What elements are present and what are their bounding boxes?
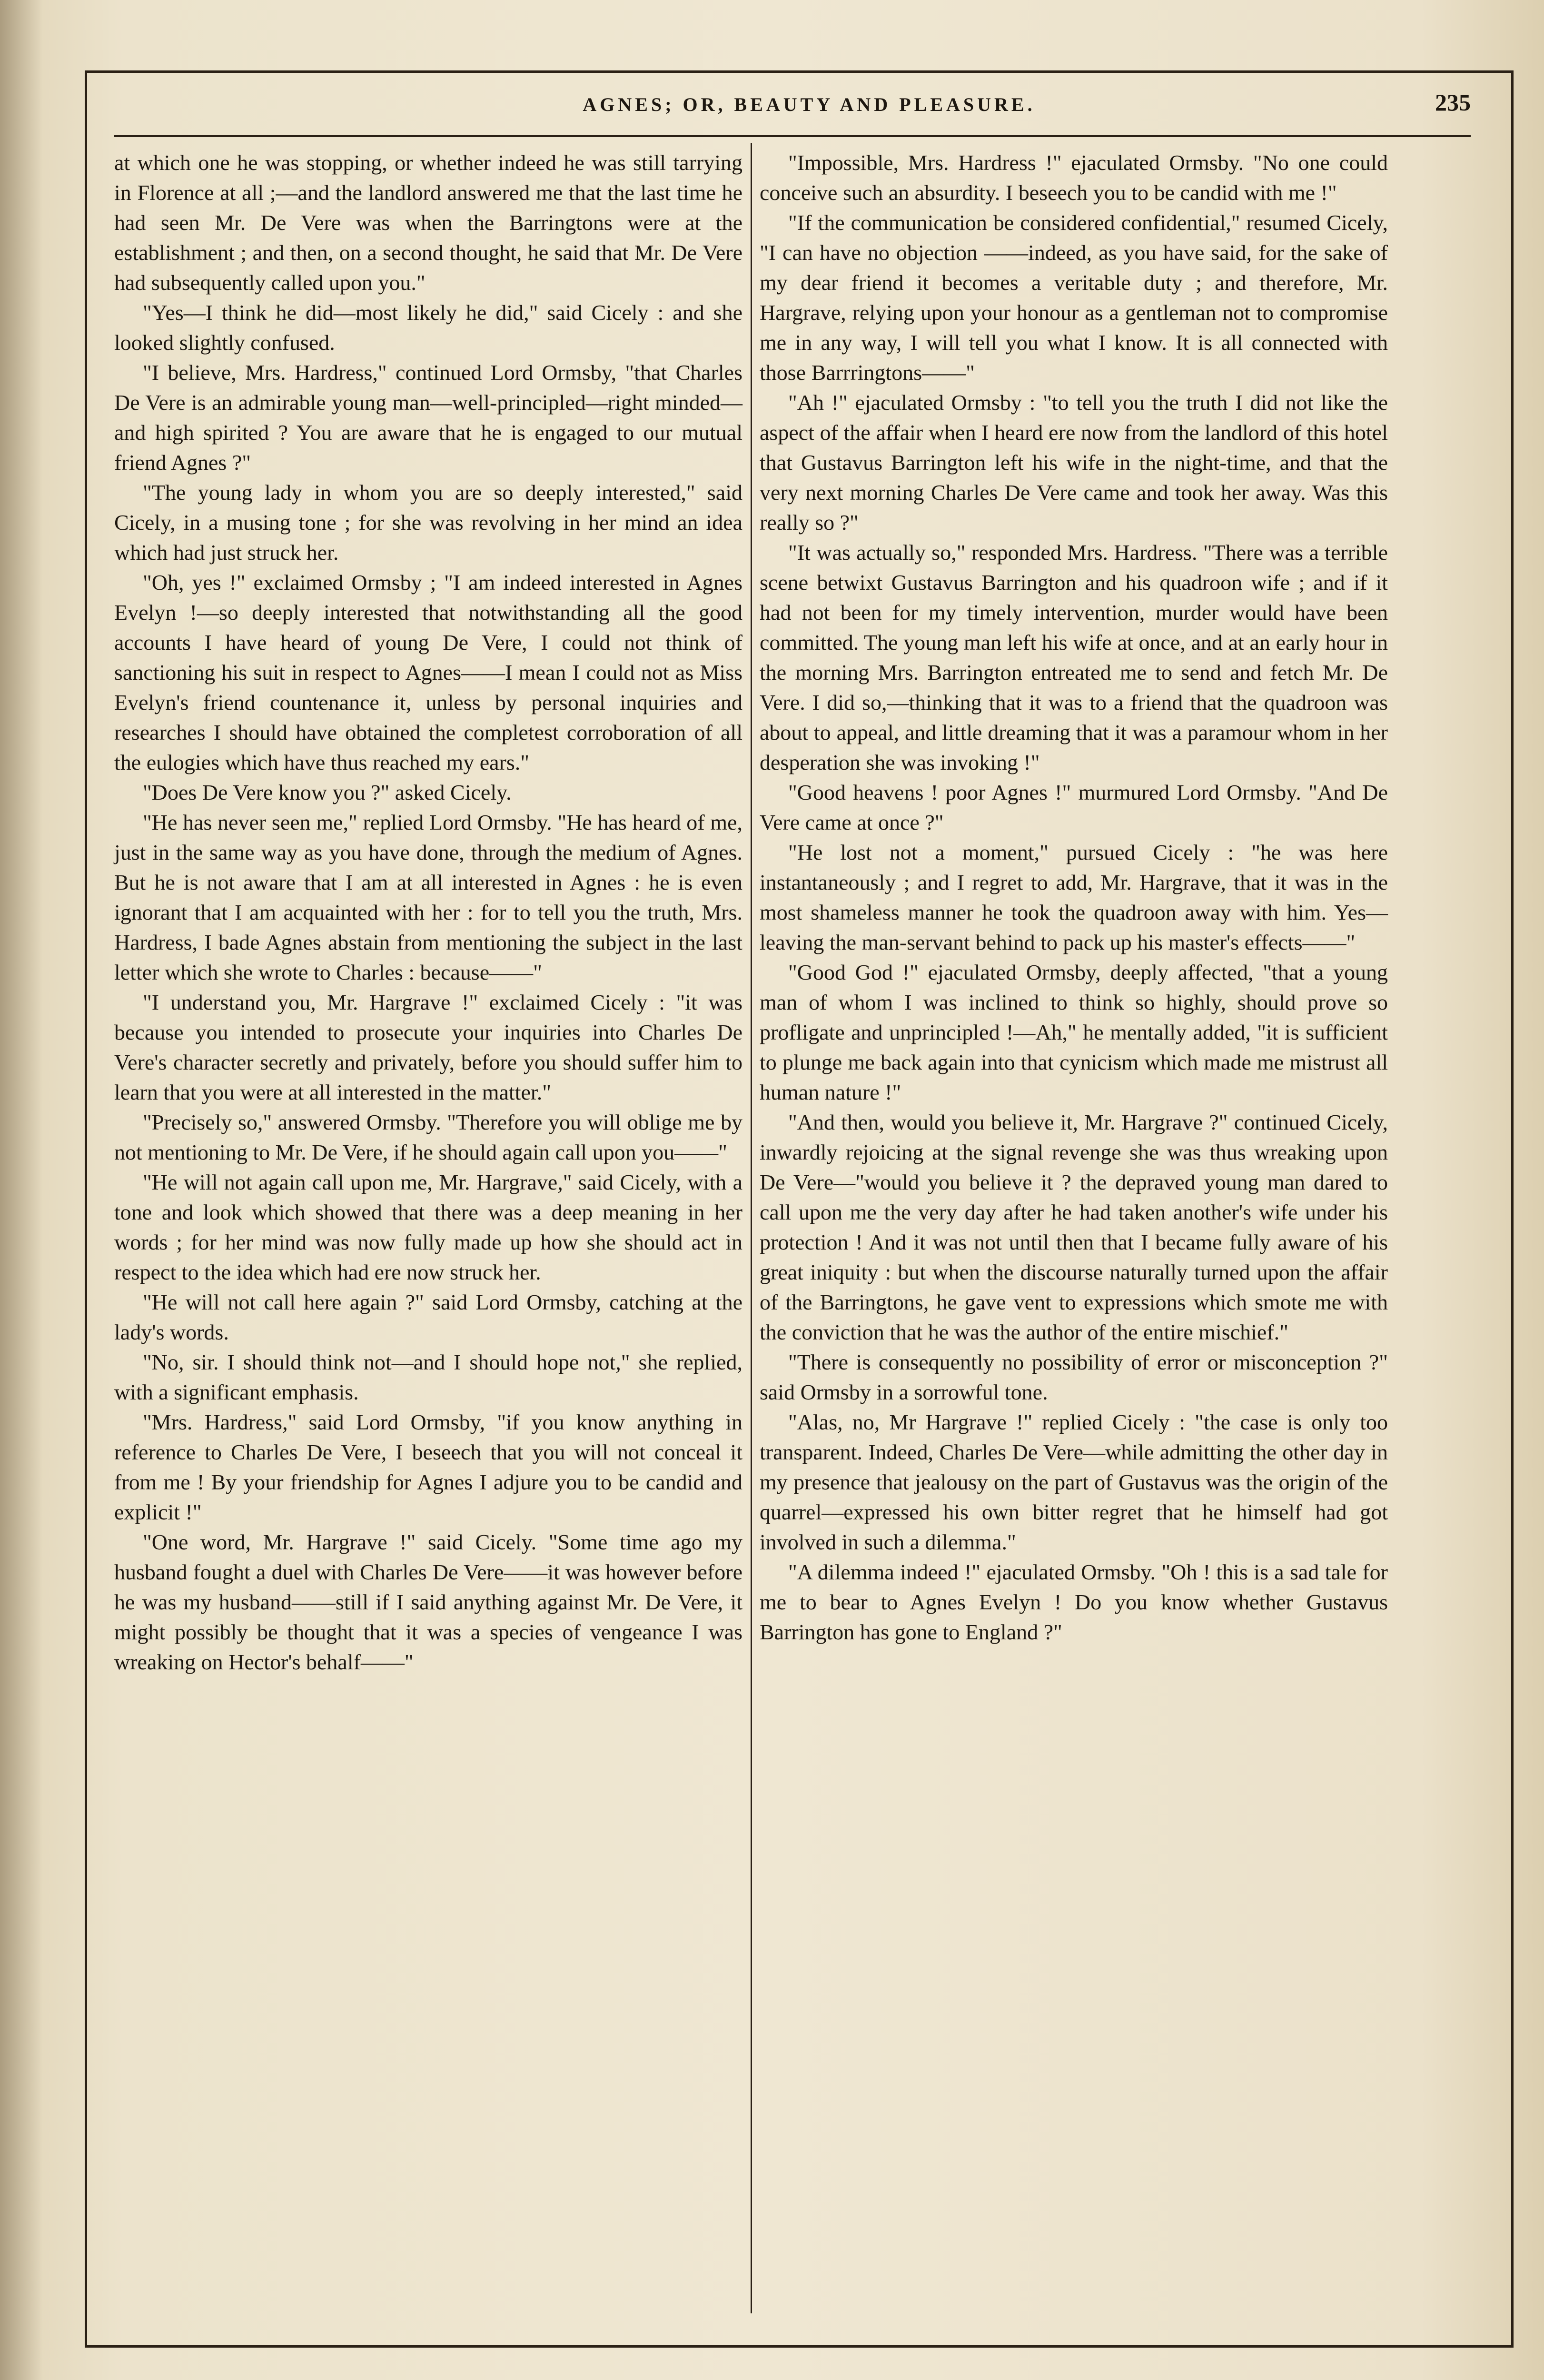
paragraph: "The young lady in whom you are so deeply interested," said Cicely, in a musing tone ; for she was revolving in her mind an idea which had just struck her. xyxy=(114,480,742,565)
paragraph: "He lost not a moment," pursued Cicely : "he was here instantaneously ; and I regret to add, Mr. Hargrave, that it was in the most shameless manner he took the quadroon away with him. Yes—leaving the man-servant behind to pack up his master's effects——" xyxy=(760,840,1388,954)
paragraph: "Mrs. Hardress," said Lord Ormsby, "if you know anything in reference to Charles De Vere, I beseech that you will not conceal it from me ! By your friendship for Agnes I adjure you to be candid and explicit !" xyxy=(114,1410,742,1524)
paragraph: at which one he was stopping, or whether indeed he was still tarrying in Florence at all ;—and the landlord answered me that the last time he had seen Mr. De Vere was when the Barringtons were at the establishment ; and then, on a second thought, he said that Mr. De Vere had subsequently called upon you." xyxy=(114,150,742,295)
column-divider xyxy=(751,143,752,2313)
paragraph: "It was actually so," responded Mrs. Hardress. "There was a terrible scene betwixt Gustavus Barrington and his quadroon wife ; and if it had not been for my timely intervention, murder would have been committed. The young man left his wife at once, and at an early hour in the morning Mrs. Barrington entreated me to send and fetch Mr. De Vere. I did so,—thinking that it was to a friend that the quadroon was about to appeal, and little dreaming that it was a paramour whom in her desperation she was invoking !" xyxy=(760,540,1388,774)
left-column xyxy=(114,148,742,1677)
paragraph: "If the communication be considered confidential," resumed Cicely, "I can have no objection ——indeed, as you have said, for the sake of my dear friend it becomes a veritable duty ; and therefore, Mr. Hargrave, relying upon your honour as a gentleman not to compromise me in any way, I will tell you what I know. It is all connected with those Barrringtons——" xyxy=(760,210,1388,385)
paragraph: "Impossible, Mrs. Hardress !" ejaculated Ormsby. "No one could conceive such an absurdity. I beseech you to be candid with me !" xyxy=(760,150,1388,205)
paragraph: "Oh, yes !" exclaimed Ormsby ; "I am indeed interested in Agnes Evelyn !—so deeply interested that notwithstanding all the good accounts I have heard of young De Vere, I could not think of sanctioning his suit in respect to Agnes——I mean I could not as Miss Evelyn's friend countenance it, unless by personal inquiries and researches I should have obtained the completest corroboration of all the eulogies which have thus reached my ears." xyxy=(114,570,742,774)
paragraph: "There is consequently no possibility of error or misconception ?" said Ormsby in a sorrowful tone. xyxy=(760,1350,1388,1404)
paragraph: "I understand you, Mr. Hargrave !" exclaimed Cicely : "it was because you intended to prosecute your inquiries into Charles De Vere's character secretly and privately, before you should suffer him to learn that you were at all interested in the matter." xyxy=(114,990,742,1104)
paragraph: "Does De Vere know you ?" asked Cicely. xyxy=(143,780,512,804)
paragraph: "Alas, no, Mr Hargrave !" replied Cicely : "the case is only too transparent. Indeed, Charles De Vere—while admitting the other day in my presence that jealousy on the part of Gustavus was the origin of the quarrel—expressed his own bitter regret that he himself had got involved in such a dilemma." xyxy=(760,1410,1388,1554)
page-number: 235 xyxy=(1435,89,1471,116)
paragraph: "Ah !" ejaculated Ormsby : "to tell you the truth I did not like the aspect of the affair when I heard ere now from the landlord of this hotel that Gustavus Barrington left his wife in the night-time, and that the very next morning Charles De Vere came and took her away. Was this really so ?" xyxy=(760,390,1388,535)
paragraph: "And then, would you believe it, Mr. Hargrave ?" continued Cicely, inwardly rejoicing at the signal revenge she was thus wreaking upon De Vere—"would you believe it ? the depraved young man dared to call upon me the very day after he had taken another's wife under his protection ! And it was not until then that I became fully aware of his great iniquity : but when the discourse naturally turned upon the affair of the Barringtons, he gave vent to expressions which smote me with the conviction that he was the author of the entire mischief." xyxy=(760,1110,1388,1344)
paragraph: "One word, Mr. Hargrave !" said Cicely. "Some time ago my husband fought a duel with Charles De Vere——it was however before he was my husband——still if I said anything against Mr. De Vere, it might possibly be thought that it was a species of vengeance I was wreaking on Hector's behalf——" xyxy=(114,1530,742,1674)
paragraph: "Yes—I think he did—most likely he did," said Cicely : and she looked slightly confused. xyxy=(114,300,742,355)
paragraph: "He will not call here again ?" said Lord Ormsby, catching at the lady's words. xyxy=(114,1290,742,1344)
paragraph: "I believe, Mrs. Hardress," continued Lord Ormsby, "that Charles De Vere is an admirable young man—well-principled—right minded—and high spirited ? You are aware that he is engaged to our mutual friend Agnes ?" xyxy=(114,360,742,475)
paragraph: "A dilemma indeed !" ejaculated Ormsby. "Oh ! this is a sad tale for me to bear to Agnes Evelyn ! Do you know whether Gustavus Barrington has gone to England ?" xyxy=(760,1560,1388,1644)
binding-shadow xyxy=(0,0,43,2380)
paragraph: "Good heavens ! poor Agnes !" murmured Lord Ormsby. "And De Vere came at once ?" xyxy=(760,780,1388,834)
paragraph: "Precisely so," answered Ormsby. "Therefore you will oblige me by not mentioning to Mr. De Vere, if he should again call upon you——" xyxy=(114,1110,742,1164)
running-title: AGNES; OR, BEAUTY AND PLEASURE. xyxy=(583,94,1036,115)
right-column xyxy=(760,148,1388,1647)
paragraph: "He has never seen me," replied Lord Ormsby. "He has heard of me, just in the same way as you have done, through the medium of Agnes. But he is not aware that I am at all interested in Agnes : he is even ignorant that I am acquainted with her : for to tell you the truth, Mrs. Hardress, I bade Agnes abstain from mentioning the subject in the last letter which she wrote to Charles : because——" xyxy=(114,810,742,984)
header-rule xyxy=(114,135,1471,137)
paragraph: "He will not again call upon me, Mr. Hargrave," said Cicely, with a tone and look which showed that there was a deep meaning in her words ; for her mind was now fully made up how she should act in respect to the idea which had ere now struck her. xyxy=(114,1170,742,1284)
paragraph: "Good God !" ejaculated Ormsby, deeply affected, "that a young man of whom I was inclined to think so highly, should prove so profligate and unprincipled !—Ah," he mentally added, "it is sufficient to plunge me back again into that cynicism which made me mistrust all human nature !" xyxy=(760,960,1388,1104)
paragraph: "No, sir. I should think not—and I should hope not," she replied, with a significant emphasis. xyxy=(114,1350,742,1404)
